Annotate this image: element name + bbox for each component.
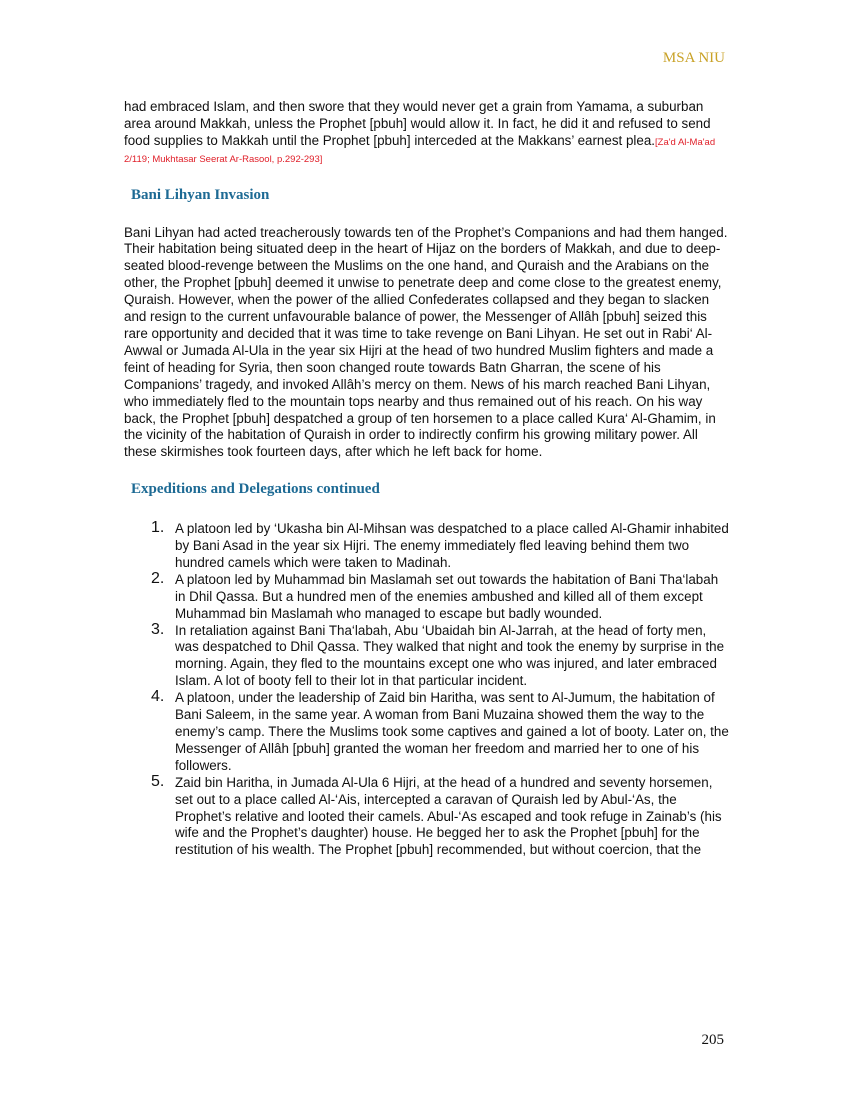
list-number: 4. [151, 688, 165, 706]
list-number: 3. [151, 620, 165, 638]
page-content [124, 99, 729, 859]
expeditions-list [124, 521, 729, 859]
citation: [Za'd Al-Ma'ad 2/119; Mukhtasar Seerat Ar-Rasool, p.292-293] [124, 136, 716, 165]
list-item-text: In retaliation against Bani Tha‘labah, Abu ‘Ubaidah bin Al-Jarrah, at the head of forty men, was despatched to Dhil Qassa. They walked that night and took the enemy by surprise in the morning. Again, they fled to the mountains except one who was injured, and later embraced Islam. A lot of booty fell to their lot in that particular incident. [175, 622, 725, 689]
list-number: 1. [151, 519, 165, 537]
running-header: MSA NIU [662, 50, 725, 66]
list-number: 2. [151, 569, 165, 587]
section-heading-bani-lihyan: Bani Lihyan Invasion [131, 186, 270, 203]
intro-text: had embraced Islam, and then swore that they would never get a grain from Yamama, a suburban area around Makkah, unless the Prophet [pbuh] would allow it. In fact, he did it and refused to send food supplies to Makkah until the Prophet [pbuh] interceded at the Makkans’ earnest plea. [124, 99, 711, 148]
page-number: 205 [701, 1032, 724, 1048]
list-item-text: A platoon led by ‘Ukasha bin Al-Mihsan was despatched to a place called Al-Ghamir inhabited by Bani Asad in the year six Hijri. The enemy immediately fled leaving behind them two hundred camels which were taken to Madinah. [175, 521, 729, 570]
list-item-text: A platoon led by Muhammad bin Maslamah set out towards the habitation of Bani Tha‘labah in Dhil Qassa. But a hundred men of the enemies ambushed and killed all of them except Muhammad bin Maslamah who managed to escape but badly wounded. [175, 571, 719, 621]
list-item [124, 620, 729, 691]
list-item [124, 690, 729, 775]
list-item [124, 772, 729, 860]
list-item-text: A platoon, under the leadership of Zaid bin Haritha, was sent to Al-Jumum, the habitation of Bani Saleem, in the same year. A woman from Bani Muzaina showed them the way to the enemy’s camp. There the Muslims took some captives and gained a lot of booty. Later on, the Messenger of Allâh [pbuh] granted the woman her freedom and married her to one of his followers. [175, 690, 729, 773]
intro-paragraph [124, 99, 729, 167]
list-number: 5. [151, 772, 165, 790]
list-item [124, 569, 729, 623]
section-heading-expeditions: Expeditions and Delegations continued [131, 481, 380, 498]
list-item-text: Zaid bin Haritha, in Jumada Al-Ula 6 Hijri, at the head of a hundred and seventy horsemen, set out to a place called Al-‘Ais, intercepted a caravan of Quraish led by Abul-‘As, the Prophet’s relative and looted their camels. Abul-‘As escaped and took refuge in Zainab’s (his wife and the Prophet’s daughter) house. He begged her to ask the Prophet [pbuh] for the restitution of his wealth. The Prophet [pbuh] recommended, but without coercion, that the [175, 774, 722, 858]
bani-lihyan-paragraph: Bani Lihyan had acted treacherously towards ten of the Prophet’s Companions and had them hanged. Their habitation being situated deep in the heart of Hijaz on the borders of Makkah, and due to deep-seated blood-revenge between the Muslims on the one hand, and Quraish and the Arabians on the other, the Prophet [pbuh] deemed it unwise to penetrate deep and come close to the greatest enemy, Quraish. However, when the power of the allied Confederates collapsed and they began to slacken and resign to the current unfavourable balance of power, the Messenger of Allâh [pbuh] seized this rare opportunity and decided that it was time to take revenge on Bani Lihyan. He set out in Rabi‘ Al-Awwal or Jumada Al-Ula in the year six Hijri at the head of two hundred Muslim fighters and made a feint of heading for Syria, then soon changed route towards Batn Gharran, the scene of his Companions’ tragedy, and invoked Allâh’s mercy on them. News of his march reached Bani Lihyan, who immediately fled to the mountain tops nearby and thus remained out of his reach. On his way back, the Prophet [pbuh] despatched a group of ten horsemen to a place called Kura‘ Al-Ghamim, in the vicinity of the habitation of Quraish in order to indirectly confirm his growing military power. All these skirmishes took fourteen days, after which he left back for home. [124, 224, 728, 460]
list-item [124, 521, 729, 572]
